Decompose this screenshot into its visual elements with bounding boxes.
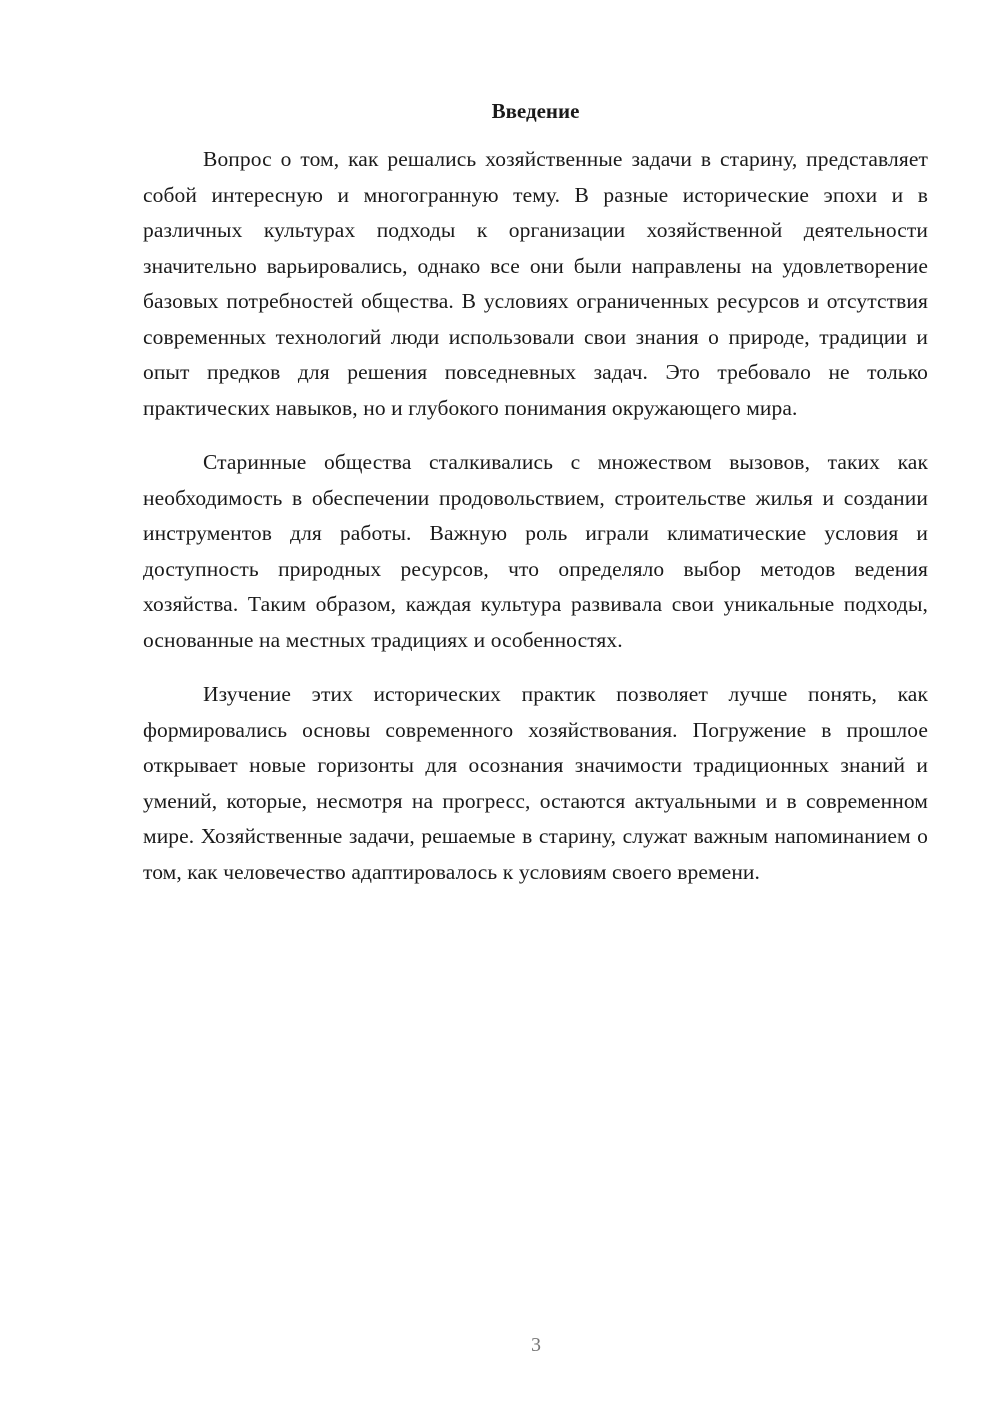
page-content bbox=[143, 96, 928, 890]
paragraph-3: Изучение этих исторических практик позволяет лучше понять, как формировались основы современного хозяйствования. Погружение в прошлое открывает новые горизонты для осознания значимости традиционных знаний и умений, которые, несмотря на прогресс, остаются актуальными и в современном мире. Хозяйственные задачи, решаемые в старину, служат важным напоминанием о том, как человечество адаптировалось к условиям своего времени. bbox=[143, 682, 928, 884]
paragraph-2: Старинные общества сталкивались с множеством вызовов, таких как необходимость в обеспечении продовольствием, строительстве жилья и создании инструментов для работы. Важную роль играли климатические условия и доступность природных ресурсов, что определяло выбор методов ведения хозяйства. Таким образом, каждая культура развивала свои уникальные подходы, основанные на местных традициях и особенностях. bbox=[143, 450, 928, 652]
paragraph-1: Вопрос о том, как решались хозяйственные задачи в старину, представляет собой интересную и многогранную тему. В разные исторические эпохи и в различных культурах подходы к организации хозяйственной деятельности значительно варьировались, однако все они были направлены на удовлетворение базовых потребностей общества. В условиях ограниченных ресурсов и отсутствия современных технологий люди использовали свои знания о природе, традиции и опыт предков для решения повседневных задач. Это требовало не только практических навыков, но и глубокого понимания окружающего мира. bbox=[143, 147, 928, 420]
page-number: 3 bbox=[531, 1334, 541, 1356]
section-heading: Введение bbox=[491, 99, 580, 123]
